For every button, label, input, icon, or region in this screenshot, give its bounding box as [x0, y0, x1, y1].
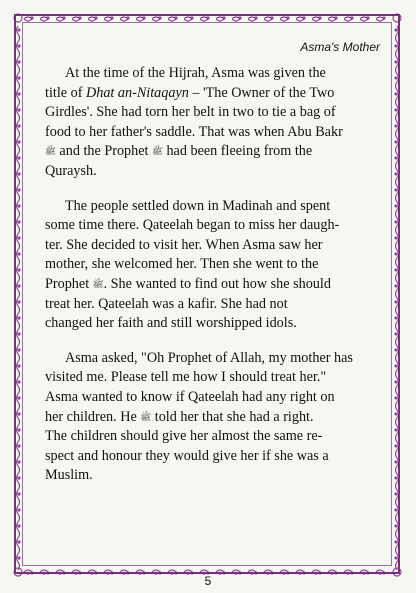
text-line — [45, 388, 375, 408]
text-line — [45, 295, 375, 315]
text-line — [45, 142, 375, 162]
text-run: changed her faith and still worshipped idols. — [45, 315, 297, 332]
text-run: had been fleeing from the — [162, 143, 313, 160]
text-run: Asma asked, "Oh Prophet of Allah, my mother has — [65, 349, 353, 366]
text-run: treat her. Qateelah was a kafir. She had not — [45, 295, 288, 312]
text-line — [45, 349, 375, 369]
text-line — [45, 197, 375, 217]
text-line — [45, 216, 375, 236]
text-run: spect and honour they would give her if she was a — [45, 447, 329, 464]
text-line — [45, 64, 375, 84]
paragraph — [45, 64, 375, 182]
body-text — [45, 64, 375, 501]
text-run: At the time of the Hijrah, Asma was given the — [65, 65, 326, 81]
honorific-glyph: ﷺ — [92, 278, 104, 289]
italic-term: Dhat an-Nitaqayn — [85, 84, 189, 101]
honorific-glyph: ﷺ — [140, 411, 152, 422]
text-run: The children should give her almost the same re- — [45, 428, 323, 445]
text-line — [45, 466, 375, 486]
text-run: visited me. Please tell me how I should treat her." — [45, 369, 327, 386]
text-run: some time there. Qateelah began to miss her daugh- — [45, 217, 340, 234]
text-line — [45, 427, 375, 447]
text-run: . She wanted to find out how she should — [103, 275, 331, 292]
honorific-glyph: ﷺ — [45, 146, 56, 157]
text-line — [45, 314, 375, 334]
text-line — [45, 84, 375, 104]
text-run: Girdles'. She had torn her belt in two to tie a bag of — [45, 104, 336, 121]
text-run: title of — [45, 84, 86, 101]
text-line — [45, 236, 375, 256]
text-line — [45, 408, 375, 428]
paragraph — [45, 197, 375, 334]
text-run: food to her father's saddle. That was when Abu Bakr — [45, 123, 343, 140]
text-run: Prophet — [45, 275, 93, 292]
honorific-glyph: ﷺ — [152, 146, 163, 157]
text-run: Muslim. — [45, 467, 93, 484]
text-run: Quraysh. — [45, 162, 97, 179]
text-run: Asma wanted to know if Qateelah had any right on — [45, 388, 335, 405]
text-run: ter. She decided to visit her. When Asma saw her — [45, 236, 323, 253]
text-line — [45, 123, 375, 143]
page-number: 5 — [204, 574, 212, 588]
text-line — [45, 255, 375, 275]
text-line — [45, 162, 375, 182]
paragraph — [45, 349, 375, 486]
text-run: The people settled down in Madinah and spent — [65, 197, 331, 214]
text-run: her children. He — [45, 408, 141, 425]
text-run: – 'The Owner of the Two — [188, 84, 335, 101]
text-run: mother, she welcomed her. Then she went to the — [45, 256, 319, 273]
text-line — [45, 103, 375, 123]
text-run: and the Prophet — [55, 143, 153, 160]
text-line — [45, 447, 375, 467]
text-line — [45, 368, 375, 388]
text-line — [45, 275, 375, 295]
running-header: Asma's Mother — [300, 40, 380, 54]
text-run: told her that she had a right. — [151, 408, 314, 425]
